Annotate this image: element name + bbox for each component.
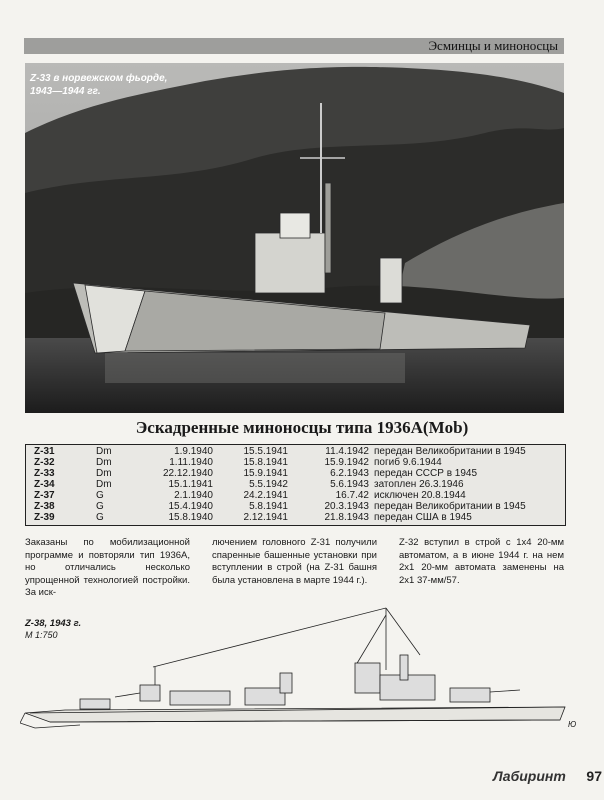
ship-name: Z-32 xyxy=(34,457,55,468)
fate: исключен 20.8.1944 xyxy=(374,490,466,501)
margin-letter: Ю xyxy=(568,720,577,729)
fate: передан Великобритании в 1945 xyxy=(374,501,526,512)
commissioned-date: 15.9.1942 xyxy=(324,457,369,468)
launched-date: 15.5.1941 xyxy=(243,446,288,457)
table-row xyxy=(26,512,565,523)
launched-date: 5.8.1941 xyxy=(249,501,288,512)
laid-down-date: 15.4.1940 xyxy=(168,501,213,512)
laid-down-date: 2.1.1940 xyxy=(174,490,213,501)
section-header-bar xyxy=(24,38,564,54)
laid-down-date: 22.12.1940 xyxy=(162,468,213,479)
publisher-logo: Лабиринт xyxy=(493,768,566,784)
launched-date: 5.5.1942 xyxy=(249,479,288,490)
launched-date: 24.2.1941 xyxy=(243,490,288,501)
table-row xyxy=(26,479,565,490)
commissioned-date: 6.2.1943 xyxy=(330,468,369,479)
table-row xyxy=(26,457,565,468)
commissioned-date: 5.6.1943 xyxy=(330,479,369,490)
drawing-caption: Z-38, 1943 г. xyxy=(25,618,82,629)
laid-down-date: 1.9.1940 xyxy=(174,446,213,457)
table-row xyxy=(26,446,565,457)
photo-caption: Z-33 в норвежском фьорде, 1943—1944 гг. xyxy=(30,73,168,97)
ship-photo xyxy=(25,63,564,413)
fate: погиб 9.6.1944 xyxy=(374,457,442,468)
shipyard: Dm xyxy=(96,468,112,479)
ship-profile-drawing xyxy=(20,595,580,745)
ship-name: Z-34 xyxy=(34,479,55,490)
body-text-column-2: лючением головного Z-31 получили спаренные башенные установки при вступлении в строй (на Z-31 башня была установлена в марте 1944 г.). xyxy=(212,537,377,586)
laid-down-date: 15.8.1940 xyxy=(168,512,213,523)
body-text-column-3: Z-32 вступил в строй с 1х4 20-мм автоматом, а в июне 1944 г. на нем 2х1 20-мм автомата заменены на 2х1 37-мм/57. xyxy=(399,537,564,586)
fate: передан Великобритании в 1945 xyxy=(374,446,526,457)
shipyard: Dm xyxy=(96,479,112,490)
table-row xyxy=(26,501,565,512)
section-title: Эсминцы и миноносцы xyxy=(428,38,558,53)
commissioned-date: 20.3.1943 xyxy=(324,501,369,512)
fate: передан СССР в 1945 xyxy=(374,468,478,479)
drawing-scale: М 1:750 xyxy=(25,630,58,640)
ship-name: Z-31 xyxy=(34,446,55,457)
shipyard: G xyxy=(96,512,104,523)
shipyard: G xyxy=(96,501,104,512)
body-text-column-1: Заказаны по мобилизационной программе и повторяли тип 1936А, но отличались несколько упрощенной технологией постройки. За иск- xyxy=(25,537,190,598)
table-row xyxy=(26,468,565,479)
shipyard: Dm xyxy=(96,446,112,457)
launched-date: 15.8.1941 xyxy=(243,457,288,468)
page-number: 97 xyxy=(586,768,602,784)
fate: затоплен 26.3.1946 xyxy=(374,479,464,490)
laid-down-date: 15.1.1941 xyxy=(168,479,213,490)
page-footer xyxy=(483,760,604,792)
fate: передан США в 1945 xyxy=(374,512,472,523)
ship-name: Z-39 xyxy=(34,512,55,523)
commissioned-date: 21.8.1943 xyxy=(324,512,369,523)
laid-down-date: 1.11.1940 xyxy=(169,457,213,468)
commissioned-date: 11.4.1942 xyxy=(325,446,369,457)
table-title: Эскадренные миноносцы типа 1936А(Mob) xyxy=(135,418,469,437)
launched-date: 15.9.1941 xyxy=(243,468,288,479)
ship-table xyxy=(25,444,566,526)
shipyard: G xyxy=(96,490,104,501)
ship-name: Z-37 xyxy=(34,490,55,501)
commissioned-date: 16.7.42 xyxy=(335,490,369,501)
ship-name: Z-38 xyxy=(34,501,55,512)
launched-date: 2.12.1941 xyxy=(243,512,288,523)
shipyard: Dm xyxy=(96,457,112,468)
ship-name: Z-33 xyxy=(34,468,55,479)
table-row xyxy=(26,490,565,501)
